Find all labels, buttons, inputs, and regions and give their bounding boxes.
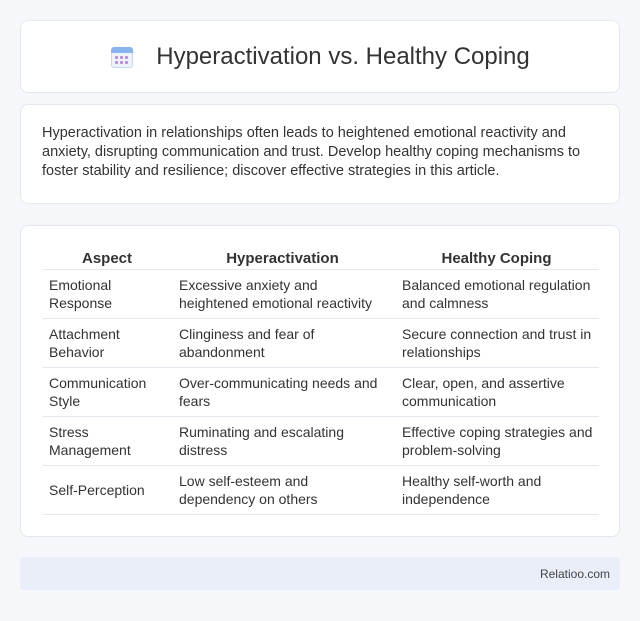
cell-hyperactivation: Clinginess and fear of abandonment: [171, 319, 394, 368]
footer: [20, 557, 620, 590]
cell-healthy-coping: Clear, open, and assertive communication: [394, 368, 599, 417]
cell-healthy-coping: Secure connection and trust in relationships: [394, 319, 599, 368]
table-row: [43, 466, 599, 515]
table-row: [43, 417, 599, 466]
cell-aspect: Stress Management: [43, 417, 171, 466]
intro-text: Hyperactivation in relationships often leads to heightened emotional reactivity and anxiety, disrupting communication and trust. Develop healthy coping mechanisms to foster stability and resilience; discover effective strategies in this article.: [42, 125, 581, 179]
header-hyperactivation: Hyperactivation: [171, 248, 394, 270]
cell-aspect: Communication Style: [43, 368, 171, 417]
comparison-card: [20, 225, 620, 537]
comparison-table: [43, 248, 599, 515]
table-row: [43, 270, 599, 319]
cell-hyperactivation: Low self-esteem and dependency on others: [171, 466, 394, 515]
cell-aspect: Attachment Behavior: [43, 319, 171, 368]
cell-healthy-coping: Balanced emotional regulation and calmness: [394, 270, 599, 319]
title-card: [20, 20, 620, 93]
cell-aspect: Self-Perception: [43, 466, 171, 515]
cell-healthy-coping: Healthy self-worth and independence: [394, 466, 599, 515]
table-row: [43, 319, 599, 368]
cell-hyperactivation: Ruminating and escalating distress: [171, 417, 394, 466]
header-aspect: Aspect: [43, 248, 171, 270]
cell-hyperactivation: Excessive anxiety and heightened emotional reactivity: [171, 270, 394, 319]
cell-aspect: Emotional Response: [43, 270, 171, 319]
intro-card: [20, 104, 620, 204]
cell-hyperactivation: Over-communicating needs and fears: [171, 368, 394, 417]
table-header-row: [43, 248, 599, 270]
table-row: [43, 368, 599, 417]
cell-healthy-coping: Effective coping strategies and problem-solving: [394, 417, 599, 466]
header-healthy-coping: Healthy Coping: [394, 248, 599, 270]
calendar-icon: [110, 45, 134, 69]
page-title: Hyperactivation vs. Healthy Coping: [156, 42, 530, 70]
footer-brand: Relatioo.com: [539, 566, 610, 581]
